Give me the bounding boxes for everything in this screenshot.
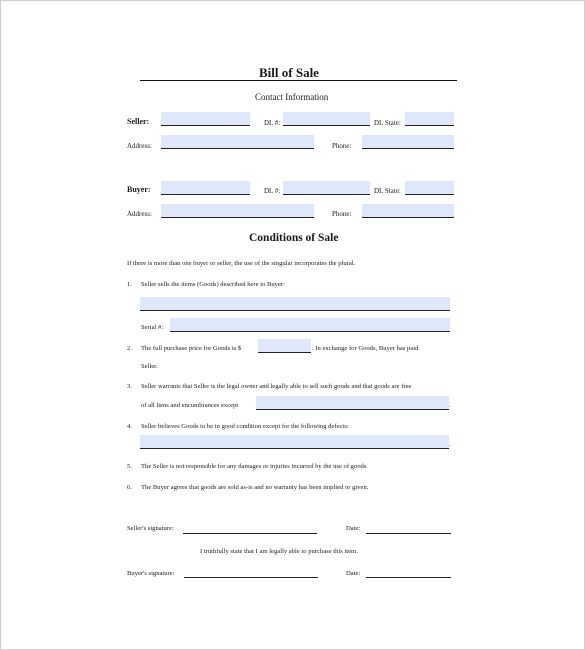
serial-number-field[interactable] — [170, 318, 450, 332]
buyer-name-field[interactable] — [161, 181, 250, 195]
item-3-text-c: . — [449, 402, 451, 409]
seller-address-label: Address: — [127, 142, 152, 150]
seller-phone-label: Phone: — [332, 142, 352, 150]
item-3-number: 3. — [127, 383, 132, 390]
seller-signature-label: Seller's signature: — [127, 525, 174, 532]
defects-field[interactable] — [140, 435, 449, 449]
item-1-text: Seller sells the items (Goods) described here to Buyer: — [141, 281, 285, 288]
item-2-number: 2. — [127, 345, 132, 352]
seller-address-field[interactable] — [161, 135, 314, 149]
item-4-text-end: . — [449, 441, 451, 448]
item-1-number: 1. — [127, 281, 132, 288]
item-2-text-b: . In exchange for Goods, Buyer has paid — [312, 345, 419, 352]
seller-dl-field[interactable] — [283, 112, 370, 126]
buyer-signature-line[interactable] — [184, 577, 318, 578]
item-5-text: The Seller is not responsible for any damages or injuries incurred by the use of goods — [141, 463, 367, 470]
buyer-statement: I truthfully state that I am legally able to purchase this item. — [200, 548, 358, 555]
buyer-label: Buyer: — [127, 185, 151, 194]
title-rule — [140, 80, 457, 81]
seller-signature-line[interactable] — [183, 533, 317, 534]
item-5-number: 5. — [127, 463, 132, 470]
seller-label: Seller: — [127, 117, 150, 126]
buyer-dl-state-field[interactable] — [405, 181, 454, 195]
buyer-phone-field[interactable] — [362, 204, 454, 218]
seller-dl-state-field[interactable] — [405, 112, 454, 126]
buyer-signature-label: Buyer's signature: — [127, 570, 175, 577]
buyer-address-field[interactable] — [161, 204, 314, 218]
item-6-number: 6. — [127, 484, 132, 491]
item-2-text-c: Seller. — [141, 363, 158, 370]
seller-dl-state-label: DL State: — [374, 119, 401, 127]
item-4-number: 4. — [127, 423, 132, 430]
item-3-text-a: Seller warrants that Seller is the legal owner and legally able to sell such goods and that goods are free — [141, 383, 412, 390]
contact-heading: Contact Information — [255, 92, 329, 102]
serial-label: Serial #: — [141, 324, 164, 331]
item-4-text: Seller believes Goods to be in good condition except for the following defects: — [141, 423, 349, 430]
buyer-phone-label: Phone: — [332, 210, 352, 218]
item-3-text-b: of all liens and encumbrances except — [141, 402, 239, 409]
seller-dl-label: DL #: — [264, 119, 281, 127]
buyer-dl-label: DL #: — [264, 187, 281, 195]
buyer-dl-field[interactable] — [283, 181, 370, 195]
document-title: Bill of Sale — [259, 65, 319, 80]
seller-name-field[interactable] — [161, 112, 250, 126]
item-6-text: The Buyer agrees that goods are sold as-is and no warranty has been implied or given. — [141, 484, 369, 491]
seller-date-line[interactable] — [366, 533, 451, 534]
liens-exceptions-field[interactable] — [256, 396, 449, 410]
buyer-dl-state-label: DL State: — [374, 187, 401, 195]
buyer-address-label: Address: — [127, 210, 152, 218]
seller-phone-field[interactable] — [362, 135, 454, 149]
buyer-date-line[interactable] — [366, 577, 451, 578]
purchase-price-field[interactable] — [258, 339, 311, 353]
conditions-heading: Conditions of Sale — [249, 232, 339, 244]
goods-description-field[interactable] — [140, 297, 450, 311]
item-2-text-a: The full purchase price for Goods is $ — [141, 345, 242, 352]
seller-date-label: Date: — [346, 525, 361, 532]
buyer-date-label: Date: — [346, 570, 361, 577]
conditions-intro: If there is more than one buyer or seller, the use of the singular incorporates the plural. — [127, 260, 356, 267]
